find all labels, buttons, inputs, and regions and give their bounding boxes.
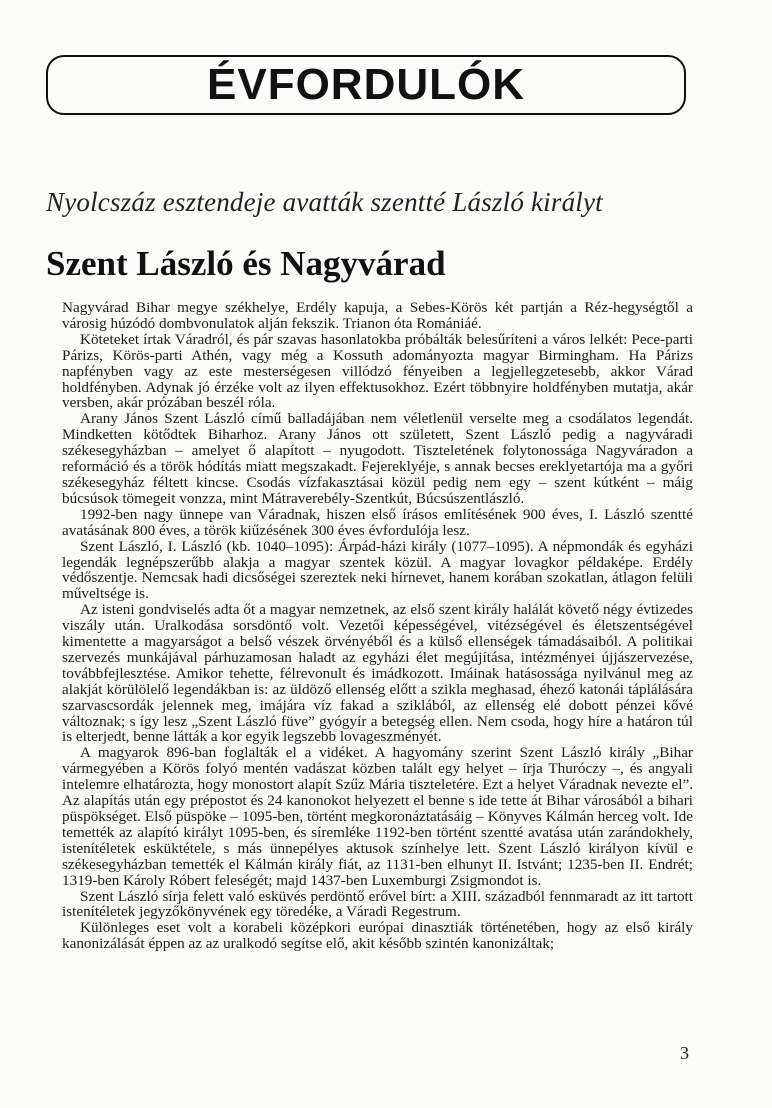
paragraph: 1992-ben nagy ünnepe van Váradnak, hiszen első írásos említésének 900 éves, I. László szentté avatásának 800 éves, a török kiűzésének 300 éves évfordulója lesz. [62, 505, 693, 539]
article-body [62, 300, 693, 952]
paragraph: Különleges eset volt a korabeli középkori európai dinasztiák történetében, hogy az első király kanonizálását éppen az az uralkodó segítse elő, akit később szintén kanonizáltak; [62, 919, 693, 953]
article-subtitle: Nyolcszáz esztendeje avatták szentté László királyt [46, 187, 603, 217]
paragraph: Szent László, I. László (kb. 1040–1095): Árpád-házi király (1077–1095). A népmondák és egyházi legendák legnépszerűbb alakja a magyar szentek közül. A magyar lovagkor példaképe. Erdély védőszentje. Nemcsak hadi dicsőségei szereztek neki hírnevet, hanem korában szokatlan, átlagon felüli műveltsége is. [62, 537, 693, 603]
paragraph: Szent László sírja felett való esküvés perdöntő erővel bírt: a XIII. századból fennmaradt az itt tartott istenítéletek jegyzőkönyvének egy töredéke, a Váradi Regestrum. [62, 887, 693, 921]
article-title: Szent László és Nagyvárad [46, 244, 446, 283]
section-title: ÉVFORDULÓK [207, 60, 525, 109]
section-banner [46, 55, 686, 115]
paragraph: Nagyvárad Bihar megye székhelye, Erdély kapuja, a Sebes-Körös két partján a Réz-hegységtől a városig húzódó dombvonulatok alján fekszik. Trianon óta Romániáé. [62, 299, 693, 332]
paragraph: A magyarok 896-ban foglalták el a vidéket. A hagyomány szerint Szent László király „Bihar vármegyében a Körös folyó mentén vadászat közben talált egy helyet – írja Thuróczy –, és angyali intelemre elhatározta, hogy monostort alapít Szűz Mária tiszteletére. Ezt a helyet Váradnak nevezte el”. Az alapítás után egy prépostot és 24 kanonokot helyezett el benne s ide tette át Bihar városából a bihari püspökséget. Első püspöke – 1095-ben, történt megkoronáztatásáig – Könyves Kálmán herceg volt. Ide temették az alapító királyt 1095-ben, és síremléke 1192-ben történt szentté avatása után zarándokhely, istenítéletek esküktétele, s más ünnepélyes aktusok színhelye lett. Szent László királyon kívül e székesegyházban temették el Kálmán király fiát, az 1131-ben elhunyt II. Istvánt; 1235-ben II. Endrét; 1319-ben Károly Róbert feleségét; majd 1437-ben Luxemburgi Zsigmondot is. [62, 744, 693, 889]
paragraph: Köteteket írtak Váradról, és pár szavas hasonlatokba próbálták belesűríteni a város lelkét: Pece-parti Párizs, Körös-parti Athén, vagy még a Kossuth adományozta magyar Birmingham. Ha Párizs napfényben vagy az este mesterségesen villódzó fényeiben a legjellegzetesebb, akkor Várad holdfényben. Adynak jó érzéke volt az ilyen effektusokhoz. Ezért többnyire holdfényben mutatja, akár versben, akár prózában beszél róla. [62, 330, 693, 412]
paragraph: Arany János Szent László című balladájában nem véletlenül verselte meg a csodálatos legendát. Mindketten kötődtek Biharhoz. Arany János ott született, Szent László pedig a nagyváradi székesegyházban – amelyet ő alapított – nyugodott. Tiszteletének folytonossága Nagyváradon a reformáció és a török hódítás miatt megszakadt. Fejereklyéje, s annak becses ereklyetartója ma a győri székesegyház féltett kincse. Csodás vízfakasztásai közül pedig nem egy – szent kútként – máig búcsúsok tömegeit vonzza, mint Mátraverebély-Szentkút, Búcsúszentlászló. [62, 410, 693, 507]
paragraph: Az isteni gondviselés adta őt a magyar nemzetnek, az első szent király halálát követő négy évtizedes viszály után. Uralkodása sorsdöntő volt. Vezetői képességével, vitézségével és életszentségével kimentette a magyarságot a belső vészek örvényéből és a külső ellenségek támadásaiból. A politikai szervezés munkájával párhuzamosan haladt az egyházi élet megújítása, intézményei újjászervezése, továbbfejlesztése. Amikor tehette, félrevonult és imádkozott. Imáinak hatásossága nyilvánul meg az alakját körülölelő legendákban is: az üldöző ellenség előtt a szikla meghasad, éhező katonái táplálására szarvascsordák jelennek meg, imájára víz fakad a sziklából, az ellenség elé dobott pénzei kővé változnak; s így lesz „Szent László füve” gyógyír a betegség ellen. Nem csoda, hogy híre a határon túl is elterjedt, benne látták a kor egyik legszebb lovageszményét. [62, 601, 693, 746]
page-number: 3 [680, 1043, 689, 1063]
